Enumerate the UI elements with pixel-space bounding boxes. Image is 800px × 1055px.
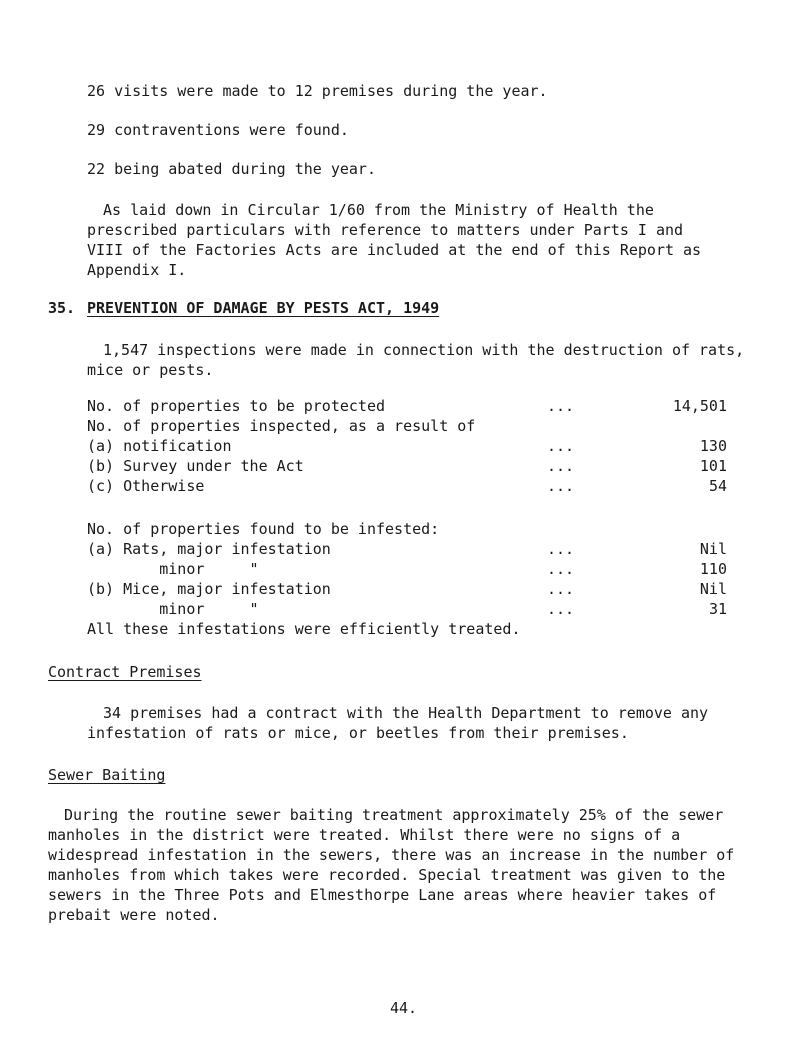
row-label: No. of properties found to be infested: (87, 520, 440, 538)
circular-paragraph: As laid down in Circular 1/60 from the Ministry of Health the prescribed particulars with reference to matters under Parts I and VIII of the Factories Acts are included at the end of this Report as Appendix I. (87, 201, 702, 279)
sewer-heading: Sewer Baiting (48, 766, 166, 784)
row-leader: ... (547, 600, 575, 618)
row-value: Nil (699, 580, 727, 598)
table-row (87, 559, 727, 579)
row-value: 110 (699, 560, 727, 578)
row-leader: ... (547, 560, 575, 578)
row-leader: ... (547, 437, 575, 455)
contract-heading: Contract Premises (48, 663, 202, 681)
page-number: 44. (390, 999, 418, 1017)
table-row (87, 416, 727, 436)
row-leader: ... (547, 457, 575, 475)
row-label: (b) Survey under the Act (87, 457, 304, 475)
row-label: No. of properties to be protected (87, 397, 386, 415)
table-row (87, 579, 727, 599)
table-row (87, 476, 727, 496)
section-number: 35. (48, 299, 76, 317)
row-label: No. of properties inspected, as a result of (87, 417, 476, 435)
table-row (87, 539, 727, 559)
table-row (87, 519, 727, 539)
section-title: PREVENTION OF DAMAGE BY PESTS ACT, 1949 (87, 299, 440, 317)
row-value: 31 (708, 600, 727, 618)
row-label: minor " (87, 560, 259, 578)
row-leader: ... (547, 397, 575, 415)
row-value: 130 (699, 437, 727, 455)
intro-line-visits: 26 visits were made to 12 premises during the year. (87, 82, 548, 100)
inspections-paragraph: 1,547 inspections were made in connection with the destruction of rats, mice or pests. (87, 341, 745, 379)
row-leader: ... (547, 477, 575, 495)
row-label: minor " (87, 600, 259, 618)
intro-line-contraventions: 29 contraventions were found. (87, 121, 349, 139)
row-label: (a) Rats, major infestation (87, 540, 331, 558)
intro-line-abated: 22 being abated during the year. (87, 160, 376, 178)
row-leader: ... (547, 540, 575, 558)
row-value: 54 (708, 477, 727, 495)
table-row (87, 436, 727, 456)
row-label: (b) Mice, major infestation (87, 580, 331, 598)
row-leader: ... (547, 580, 575, 598)
table-row (87, 619, 727, 639)
row-value: Nil (699, 540, 727, 558)
contract-paragraph: 34 premises had a contract with the Health Department to remove any infestation of rats or mice, or beetles from their premises. (87, 704, 709, 742)
row-label: (c) Otherwise (87, 477, 205, 495)
sewer-paragraph: During the routine sewer baiting treatment approximately 25% of the sewer manholes in the district were treated. Whilst there were no signs of a widespread infestation in the sewers, there was an increase in the number of manholes from which takes were recorded. Special treatment was given to the sewers in the Three Pots and Elmesthorpe Lane areas where heavier takes of prebait were noted. (48, 806, 735, 924)
row-label: (a) notification (87, 437, 232, 455)
row-label: All these infestations were efficiently treated. (87, 620, 521, 638)
table-row (87, 396, 727, 416)
table-row (87, 599, 727, 619)
row-value: 101 (699, 457, 727, 475)
table-row (87, 456, 727, 476)
row-value: 14,501 (672, 397, 727, 415)
